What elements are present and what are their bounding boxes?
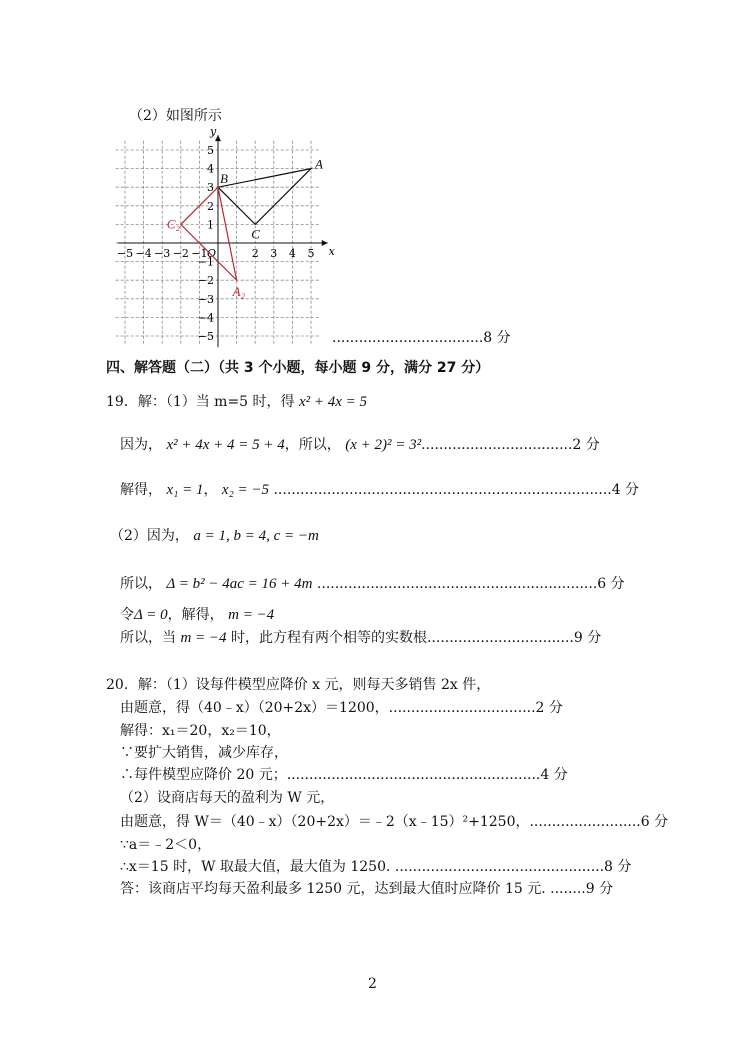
y-tick-label: −5	[197, 330, 214, 343]
y-tick-label: 1	[207, 218, 214, 232]
q20-line7: 由题意，得 W＝（40﹣x）（20+2x）＝﹣2（x﹣15）²+1250，.........................6 分	[120, 814, 669, 830]
point-label-B: B	[220, 171, 228, 187]
q20-line8: ∵a＝﹣2＜0，	[120, 837, 212, 853]
x-tick-label: 2	[251, 247, 259, 260]
x-tick-label: −1	[191, 247, 208, 260]
q20-line2: 由题意，得（40﹣x）（20+2x）＝1200，.................................2 分	[120, 700, 563, 716]
q20-line1: 20．解：（1）设每件模型应降价 x 元，则每天多销售 2x 件，	[106, 677, 491, 693]
q19-line4: （2）因为， a = 1, b = 4, c = −m	[110, 528, 319, 544]
y-tick-label: 4	[207, 162, 214, 176]
score-8-line: ..................................8 分	[332, 330, 511, 346]
q19-line6: 令Δ = 0，解得， m = −4	[120, 607, 275, 623]
origin-label: O	[207, 247, 217, 260]
y-tick-label: −1	[197, 255, 214, 269]
section-title: 四、解答题（二）（共 3 个小题，每小题 9 分，满分 27 分）	[106, 360, 490, 376]
q20-line10: 答：该商店平均每天盈利最多 1250 元，达到最大值时应降价 15 元. ........9 分	[120, 881, 614, 897]
q19-line5: 所以， Δ = b² − 4ac = 16 + 4m ...............................................................6 分	[120, 576, 625, 592]
x-tick-label: 3	[270, 247, 278, 260]
point-label-A: A	[315, 156, 323, 172]
tick-labels	[117, 125, 336, 343]
point-label-C₂: C₂	[166, 216, 181, 232]
q20-line3: 解得：x₁＝20，x₂＝10，	[120, 723, 281, 739]
q19-line1: 19．解：（1）当 m=5 时，得 x² + 4x = 5	[106, 394, 368, 410]
q19-line3: 解得， x₁ = 1， x₂ = −5 ............................................................................4 分	[120, 482, 640, 498]
q20-line9: ∴x＝15 时，W 取最大值，最大值为 1250. ...............................................8 分	[120, 859, 632, 875]
y-tick-label: 3	[207, 181, 214, 195]
axes	[118, 135, 328, 347]
x-tick-label: −2	[172, 247, 189, 260]
q19-line7: 所以，当 m = −4 时，此方程有两个相等的实数根.................................9 分	[120, 630, 602, 646]
y-tick-label: −4	[197, 311, 214, 325]
point-label-A₂: A₂	[232, 284, 246, 300]
q20-line6: （2）设商店每天的盈利为 W 元，	[120, 790, 335, 806]
x-axis-arrow	[322, 240, 328, 246]
y-tick-label: −2	[197, 274, 214, 288]
x-tick-label: −5	[116, 247, 134, 260]
x-tick-label: −3	[154, 247, 171, 260]
point-label-C: C	[251, 226, 260, 242]
q19-line2: 因为， x² + 4x + 4 = 5 + 4，所以， (x + 2)² = 3²..................................2 分	[120, 437, 600, 453]
triangle-abc	[218, 169, 311, 225]
q19-eq1: x² + 4x = 5	[299, 394, 368, 410]
y-axis-label: y	[210, 124, 217, 138]
y-tick-label: 2	[207, 199, 214, 213]
page-number: 2	[368, 976, 377, 992]
x-axis-label: x	[328, 245, 335, 258]
coordinate-graph	[116, 124, 338, 344]
point-labels	[167, 157, 323, 300]
x-tick-label: 4	[288, 247, 296, 260]
y-tick-label: −3	[197, 292, 214, 306]
part2-label: （2）如图所示	[129, 108, 222, 124]
q20-line5: ∴每件模型应降价 20 元；.........................................................4 分	[120, 767, 568, 783]
x-tick-label: 5	[307, 247, 315, 260]
q20-line4: ∵要扩大销售，减少库存，	[120, 745, 288, 761]
x-tick-label: −4	[135, 247, 152, 260]
y-tick-label: 5	[207, 144, 214, 157]
